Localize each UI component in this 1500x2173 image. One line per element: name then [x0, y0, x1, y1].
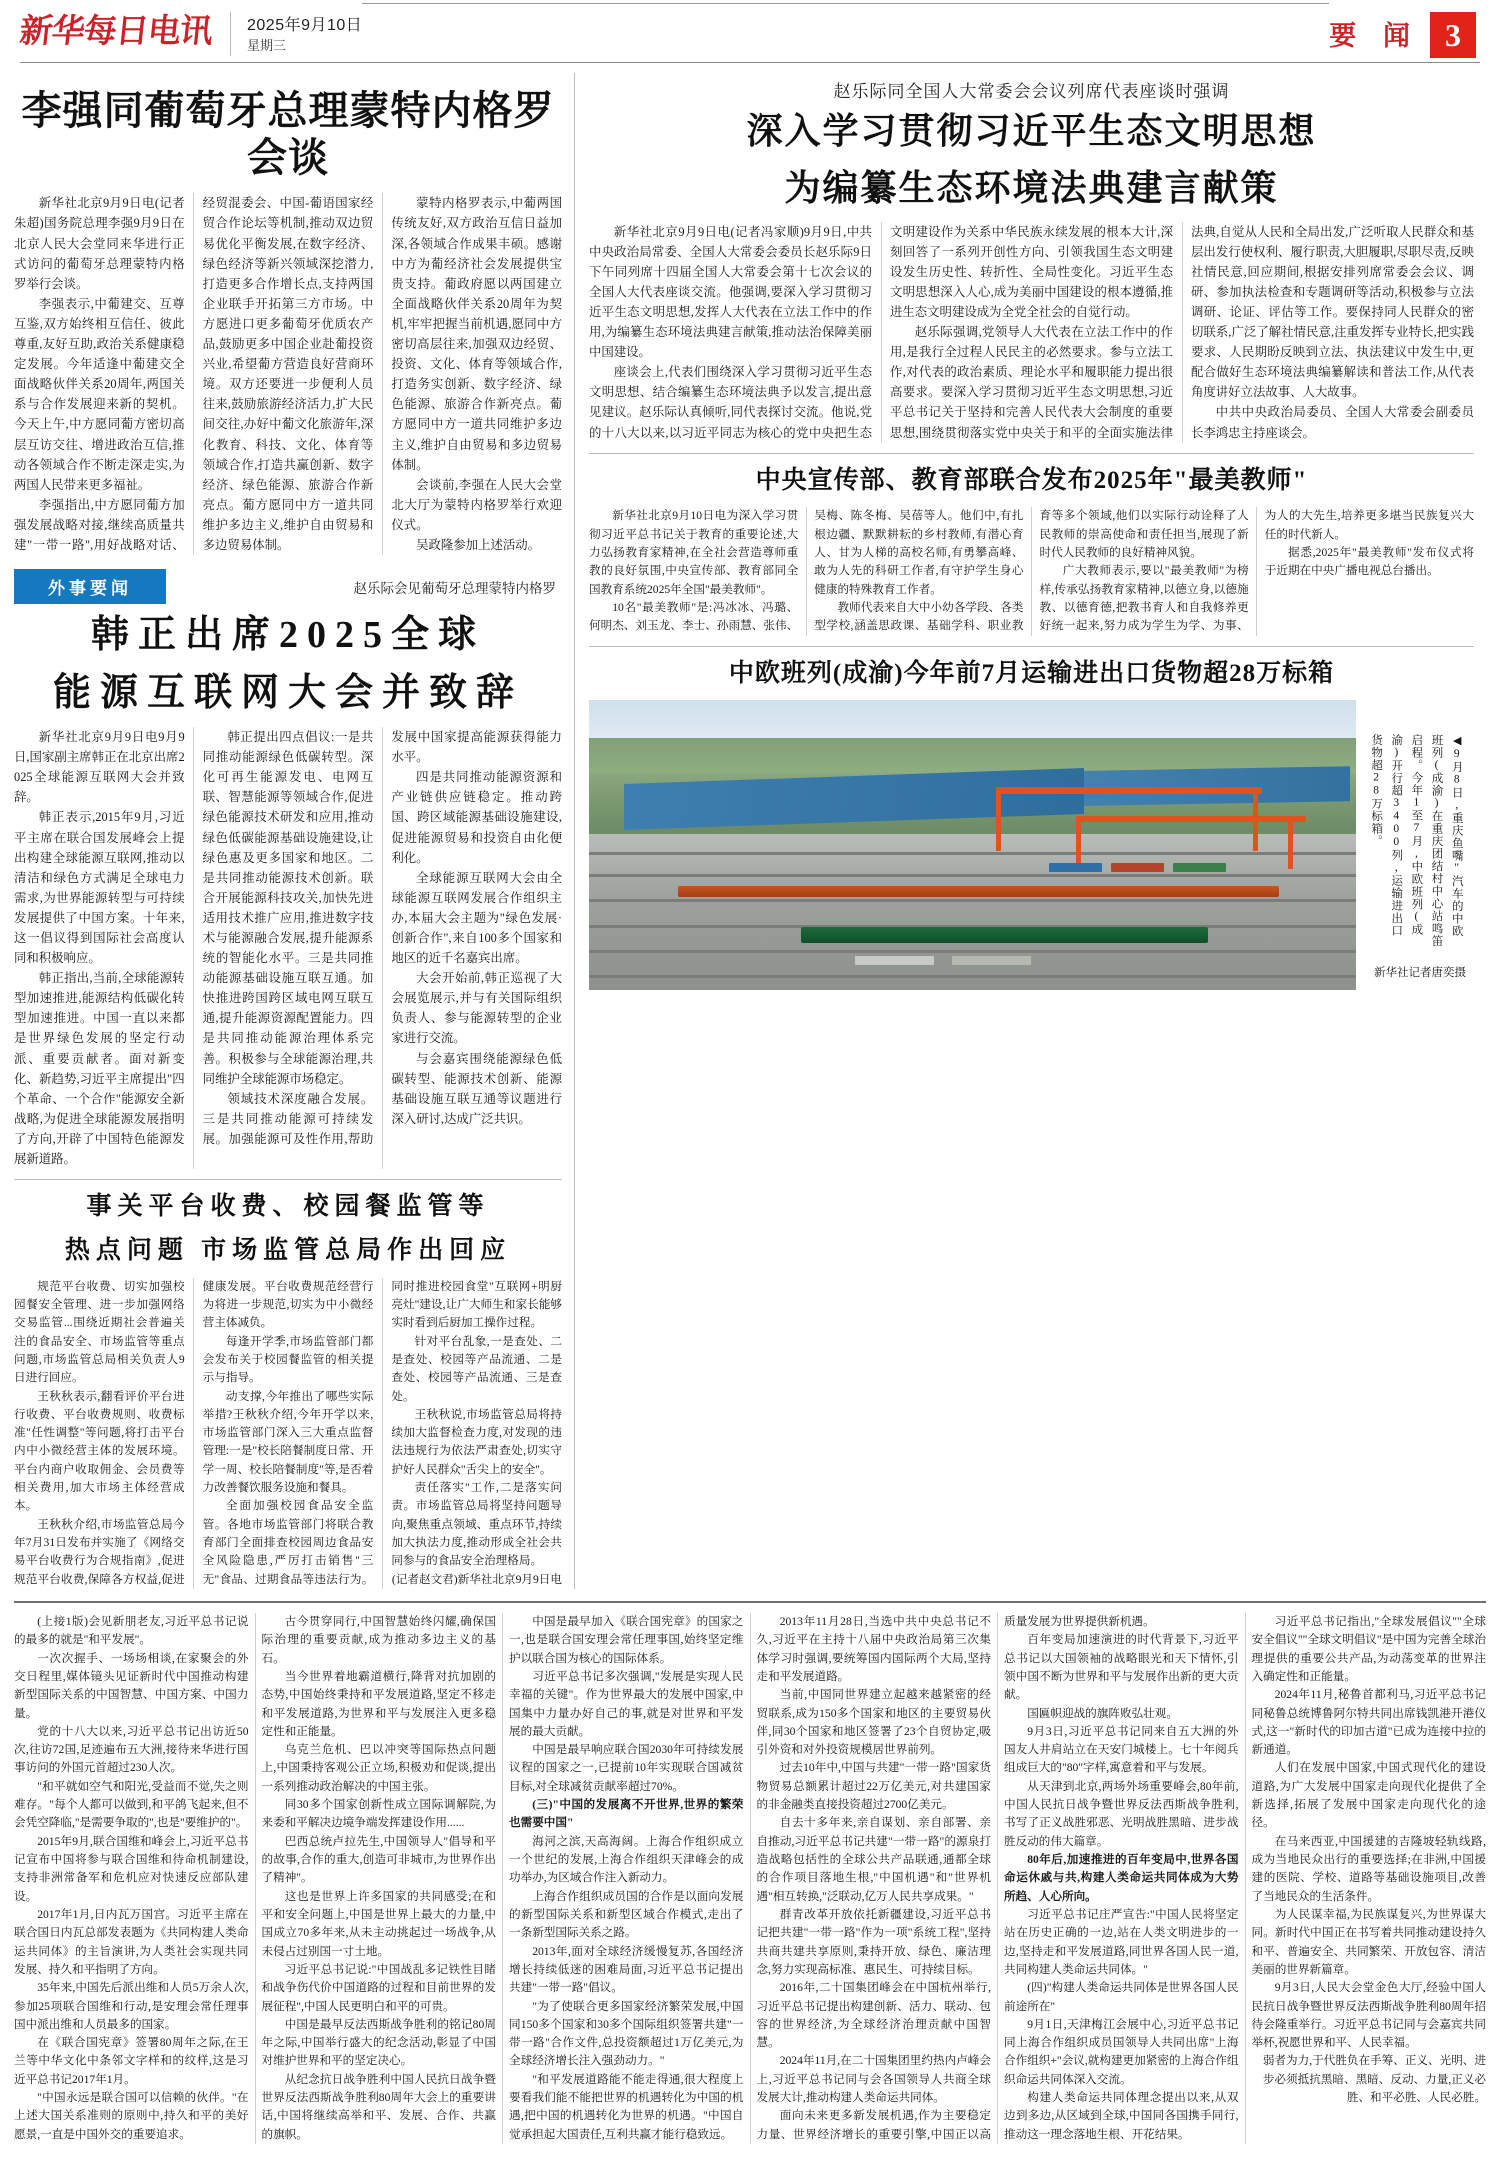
paragraph: 会谈前,李强在人民大会堂北大厅为蒙特内格罗举行欢迎仪式。 [391, 477, 562, 532]
photo-block [589, 700, 1474, 990]
article4-body [589, 507, 1474, 635]
photo-caption-box [1356, 700, 1474, 990]
paragraph: 当前,中国同世界建立起越来越紧密的经贸联系,成为150多个国家和地区的主要贸易伙伴,同30个国家和地区签署了23个自贸协定,吸引外资和对外投资规模居世界前列。 [756, 1688, 991, 1757]
photo-gantry-crane-beam [996, 787, 1262, 794]
photo-track [589, 950, 1474, 953]
paragraph: 为人民谋幸福,为民族谋复兴,为世界谋大同。新时代中国正在书写着共同推动建设持久和平、普遍安全、共同繁荣、开放包容、清洁美丽的世界新篇章。 [1251, 1907, 1486, 1976]
paragraph: 广大教师表示,要以"最美教师"为榜样,传承弘扬教育家精神,以德立身,以德施教、以德育德,把教书育人和自我修养更好统一起来,努力成为学生为学、为事、为人的大先生,培养更多堪当民族复兴大任的时代新人。 [1039, 509, 1474, 633]
paragraph: 规范平台收费、切实加强校园餐安全管理、进一步加强网络交易监管...围绕近期社会普遍关注的食品安全、市场监管等重点问题,市场监管总局相关负责人9日进行回应。 [14, 1279, 185, 1385]
masthead-section-area [1329, 12, 1480, 58]
section-banner-note-wrap [166, 577, 562, 597]
masthead-rule [362, 3, 1329, 4]
paragraph: 王秋秋介绍,市场监管总局今年7月31日发布并实施了《网络交易平台收费行为合规指南》,促进规范平台收费,保障各方权益,促进健康发展。平台收费规范经营行为将进一步规范,切实为中小微经营主体减负。 [14, 1279, 374, 1586]
paragraph: 自去十多年来,亲自谋划、亲自部署、亲自推动,习近平总书记共建"一带一路"的源泉打造战略包括性的全球公共产品联通,通都全球的合作项目落地生根,"中国机遇"和"世界机遇"相互转换,"泛联动,亿万人民共享成果。" [756, 1816, 991, 1903]
paragraph: 教师代表来自大中小幼各学段、各类型学校,涵盖思政课、基础学科、职业教育等多个领域,他们以实际行动诠释了人民教师的崇高使命和责任担当,展现了新时代人民教师的良好精神风貌。 [814, 509, 1249, 633]
divider [589, 453, 1474, 454]
paragraph: 人们在发展中国家,中国式现代化的建设道路,为广大发展中国家走向现代化提供了全新选择,拓展了发展中国家走向现代化的途径。 [1251, 1761, 1486, 1830]
article2-headline-line1: 深入学习贯彻习近平生态文明思想 [746, 111, 1317, 151]
article5-body [14, 1278, 562, 1589]
photo-container [1173, 863, 1226, 872]
paragraph: 全球能源互联网大会由全球能源互联网发展合作组织主办,本届大会主题为"绿色发展·创新合作",来自100多个国家和地区的近千名嘉宾出席。 [391, 870, 562, 966]
paragraph: "中国永远是联合国可以信赖的伙伴。"在上述大国关系准则的原则中,持久和平的美好愿景,一直是中国外交的重要追求。 [14, 2091, 249, 2141]
paragraph: 李强指出,中方愿同葡方加强发展战略对接,继续高质量共建"一带一路",用好战略对话、经贸混委会、中国-葡语国家经贸合作论坛等机制,推动双边贸易优化平衡发展,在数字经济、绿色经济等新兴领域深挖潜力,打造更多合作增长点,支持两国企业联手开拓第三方市场。中方愿进口更多葡萄牙优质农产品,鼓励更多中国企业赴葡投资兴业,希望葡方营造良好营商环境。双方还要进一步便利人员往来,鼓励旅游经济活力,扩大民间交往,办好中葡文化旅游年,深化教育、科技、文化、体育等领域合作,打造共赢创新、数字经济、绿色能源、旅游合作新亮点。葡方愿同中方一道共同维护多边主义,维护自由贸易和多边贸易体制。 [14, 196, 374, 552]
continued-subheading: (三)"中国的发展离不开世界,世界的繁荣也需要中国" [509, 1798, 744, 1830]
paragraph: 国匾帜迎战的旗阵败弘壮观。 [1027, 1706, 1178, 1720]
paragraph: 乌克兰危机、巴以冲突等国际热点问题上,中国秉持客观公正立场,积极劝和促谈,提出一系列推动政治解决的中国主张。 [261, 1743, 496, 1793]
photo-container [855, 956, 935, 965]
photo-track [589, 874, 1474, 877]
right-column [574, 73, 1474, 1589]
paragraph: 9月3日,人民大会堂金色大厅,经验中国人民抗日战争暨世界反法西斯战争胜利80周年招待会隆重举行。习近平总书记同与会嘉宾共同举杯,祝愿世界和平、人民幸福。 [1251, 1981, 1486, 2050]
paragraph: 韩正提出四点倡议:一是共同推动能源绿色低碳转型。深化可再生能源发电、电网互联、智慧能源等领域合作,促进绿色能源技术研发和应用,推动绿色低碳能源基础设施建设,让绿色惠及更多国家和地区。二是共同推动能源技术创新。联合开展能源科技攻关,加快先进适用技术推广应用,推进数字技术与能源融合发展,提升能源系统的智能化水平。三是共同推动能源基础设施互联互通。加快推进跨国跨区域电网互联互通,提升能源资源配置能力。四是共同推动能源治理体系完善。积极参与全球能源治理,共同维护全球能源市场稳定。 [202, 730, 374, 1086]
photo-gantry-crane-leg [996, 787, 1001, 851]
article3-body [14, 727, 562, 1169]
paragraph: 在马来西亚,中国援建的吉隆坡轻轨线路,成为当地民众出行的重要选择;在非洲,中国援建的医院、学校、道路等基础设施项目,改善了当地民众的生活条件。 [1251, 1834, 1486, 1903]
paragraph: "为了使联合更多国家经济繁荣发展,中国同150多个国家和30多个国际组织签署共建"一带一路"合作文件,总投资额超过1万亿美元,为全球经济增长注入强劲动力。" [509, 1999, 744, 2068]
paragraph: 中国是最早响应联合国2030年可持续发展议程的国家之一,已提前10年实现联合国减贫目标,对全球减贫贡献率超过70%。 [509, 1743, 744, 1793]
photo-track [589, 975, 1474, 978]
masthead-bottom-rule [20, 62, 1480, 63]
paragraph: 习近平总书记指出,"全球发展倡议""全球安全倡议""全球文明倡议"是中国为完善全球治理提供的重要公共产品,为动荡变革的世界注入确定性和正能量。 [1251, 1614, 1486, 1683]
paragraph: "和平发展道路能不能走得通,很大程度上要看我们能不能把世界的机遇转化为中国的机遇,把中国的机遇转化为世界的机遇。"中国自觉承担起大国责任,互利共赢才能行稳致远。 [509, 2072, 744, 2141]
divider [14, 1179, 562, 1180]
paragraph: 全面加强校园食品安全监管。各地市场监管部门将联合教育部门全面排查校园周边食品安全风险隐患,严厉打击销售"三无"食品、过期食品等违法行为。同时推进校园食堂"互联网+明厨亮灶"建设,让广大师生和家长能够实时看到后厨加工操作过程。 [202, 1279, 562, 1586]
photo-track [589, 852, 1474, 855]
paragraph: 新华社北京9月9日电9月9日,国家副主席韩正在北京出席2025全球能源互联网大会并致辞。 [14, 730, 185, 805]
photo-credit: 新华社记者唐奕摄 [1374, 967, 1466, 980]
masthead-divider [230, 12, 231, 56]
paragraph: 王秋秋表示,翻看评价平台进行收费、平台收费规则、收费标准"任性调整"等问题,将打击平台内中小微经营主体的发展环境。平台内商户收取佣金、会员费等相关费用,加大市场主体经营成本。 [14, 1389, 185, 1513]
paragraph: 当今世界着地霸道横行,降背对抗加剧的态势,中国始终秉持和平发展道路,坚定不移走和平发展道路,为世界和平与发展注入更多稳定性和正能量。 [261, 1669, 496, 1738]
paragraph: 新华社北京9月9日电(记者朱超)国务院总理李强9月9日在北京人民大会堂同来华进行正式访问的葡萄牙总理蒙特内格罗举行会谈。 [14, 196, 185, 291]
paragraph: 群青改革开放依托新疆建设,习近平总书记把共建"一带一路"作为一项"系统工程",坚持共商共建共享原则,秉持开放、绿色、廉洁理念,努力实现高标准、惠民生、可持续目标。 [756, 1907, 991, 1976]
masthead [14, 0, 1486, 62]
paragraph: 习近平总书记庄严宣告:"中国人民将坚定站在历史正确的一边,站在人类文明进步的一边,坚持走和平发展道路,同世界各国人民一道,共同构建人类命运共同体。" [1004, 1907, 1239, 1976]
paragraph: 中国是最早加入《联合国宪章》的国家之一,也是联合国安理会常任理事国,始终坚定维护以联合国为核心的国际体系。 [509, 1614, 744, 1665]
paragraph: 2017年1月,日内瓦万国宫。习近平主席在联合国日内瓦总部发表题为《共同构建人类命运共同体》的主旨演讲,为人类社会实现共同发展、持久和平指明了方向。 [14, 1907, 249, 1976]
caption-body: 9月8日,重庆鱼嘴"汽车的中欧班列(成渝)在重庆团结村中心站鸣笛启程。今年1至7月,中欧班列(成渝)开行超3400列,运输进出口货物超28万标箱。 [1370, 734, 1463, 948]
paragraph: 李强表示,中葡建交、互尊互鉴,双方始终相互信任、彼此尊重,友好互助,政治关系健康稳定发展。今年适逢中葡建交全面战略伙伴关系20周年,两国关系与合作发展迎来新的契机。今天上午,中方愿同葡方密切高层互访交往、增进政治互信,推动各领域合作不断走深走实,为两国人民带来更多福祉。 [14, 296, 185, 492]
photo-gantry-crane-beam [1076, 816, 1306, 822]
photo-freight-train [801, 927, 1208, 943]
paragraph: 大会开始前,韩正巡视了大会展览展示,并与有关国际组织负责人、参与能源转型的企业家进行交流。 [391, 971, 562, 1046]
paragraph: 中共中央政治局委员、全国人大常委会副委员长李鸿忠主持座谈会。 [1191, 405, 1474, 440]
paragraph: 蒙特内格罗表示,中葡两国传统友好,双方政治互信日益加深,各领域合作成果丰硕。感谢中方为葡经济社会发展提供宝贵支持。葡政府愿以两国建立全面战略伙伴关系20周年为契机,牢牢把握当前机遇,愿同中方密切高层往来,加强双边经贸、投资、文化、体育等领域合作,打造务实创新、数字经济、绿色能源、旅游合作新亮点。葡方愿同中方一道共同维护多边主义,维护自由贸易和多边贸易体制。 [391, 196, 562, 472]
photo-warehouse-roof-front [624, 768, 1084, 830]
page-number-badge: 3 [1430, 12, 1476, 58]
railway-yard-photo [589, 700, 1474, 990]
photo-caption-text [1366, 734, 1467, 949]
paragraph: 四是共同推动能源资源和产业链供应链稳定。推动跨国、跨区域能源基础设施建设,促进能源贸易和投资自由化便利化。 [391, 770, 562, 865]
continued-byline: 弱者为力,于代胜负在手筹、正义、光明、进步必须抵抗黑暗、黑暗、反动、力量,正义必胜、和平必胜、人民必胜。 [1262, 2054, 1486, 2105]
publication-date: 2025年9月10日 [247, 17, 363, 34]
article5-headline-line1: 事关平台收费、校园餐监管等 [86, 1193, 490, 1221]
bottom-divider [14, 1601, 1486, 1603]
paragraph: 新华社北京9月10日电为深入学习贯彻习近平总书记关于教育的重要论述,大力弘扬教育家精神,在全社会营造尊师重教的良好氛围,中央宣传部、教育部同全国教育系统2025年全国"最美教师"。 [589, 509, 799, 596]
paragraph: 2013年,面对全球经济缓慢复苏,各国经济增长持续低迷的困难局面,习近平总书记提出共建"一带一路"倡议。 [509, 1944, 744, 1995]
paragraph: 9月3日,习近平总书记同来自五大洲的外国友人井肩站立在天安门城楼上。七十年阅兵组成巨大的"80"字样,寓意着和平与发展。 [1004, 1724, 1239, 1775]
paragraph: 与会嘉宾围绕能源绿色低碳转型、能源技术创新、能源基础设施互联互通等议题进行深入研讨,达成广泛共识。 [391, 1051, 562, 1126]
paragraph: 构建人类命运共同体理念提出以来,从双边到多边,从区域到全球,中国同各国携手同行,推动这一理念落地生根、开花结果。 [1004, 2091, 1239, 2141]
top-section [14, 73, 1486, 1589]
photo-gantry-crane-leg [1288, 816, 1293, 868]
paragraph: 习近平总书记说:"中国战乱多记铁性目睹和战争伤代价中国道路的过程和目前世界的发展征程",中国人民更明白和平的可贵。 [261, 1962, 496, 2013]
paragraph: 吴政隆参加上述活动。 [416, 537, 541, 552]
paragraph: 巴西总统卢拉先生,中国领导人"倡导和平的故事,合作的重大,创造可非城市,为世界作出了精神"。 [261, 1834, 496, 1885]
paragraph: (上接1版)会见新朋老友,习近平总书记说的最多的就是"和平发展"。 [14, 1614, 249, 1647]
paragraph: "和平就如空气和阳光,受益而不觉,失之则难存。"每个人都可以做到,和平鸽飞起来,但不会凭空降临,"是需要争取的",也是"要维护的"。 [14, 1779, 249, 1830]
paragraph: 这也是世界上许多国家的共同感受;在和平和安全问题上,中国是世界上最大的力量,中国成立70多年来,从未主动挑起过一场战争,从未侵占过别国一寸土地。 [261, 1889, 496, 1958]
photo-container [1049, 863, 1102, 872]
photo-rail-yard-ground [589, 834, 1474, 991]
paragraph: 一次次握手、一场场相谈,在家聚会的外交日程里,媒体镜头见证新时代中国推动构建新型国际关系的中国智慧、中国方案、中国力量。 [14, 1651, 249, 1720]
paragraph: 百年变局加速演进的时代背景下,习近平总书记以大国领袖的战略眼光和天下情怀,引领中国不断为世界和平与发展作出新的更大贡献。 [1004, 1633, 1239, 1702]
article2-kicker: 赵乐际同全国人大常委会会议列席代表座谈时强调 [833, 82, 1230, 101]
photo-gantry-crane-leg [1076, 816, 1081, 868]
masthead-date [247, 12, 362, 56]
paragraph: 2013年11月28日,当选中共中央总书记不久,习近平在主持十八届中央政治局第三次集体学习时强调,要统筹国内国际两个大局,坚持走和平发展道路。 [756, 1614, 991, 1683]
paragraph: 新华社北京9月9日电(记者冯家顺)9月9日,中共中央政治局常委、全国人大常委会委员长赵乐际9日下午同列席十四届全国人大常委会第十七次会议的全国人大代表座谈交流。他强调,要深入学习贯彻习近平生态文明思想,发挥人大代表在立法工作中的作用,为编纂生态环境法典建言献策,推动法治保障美丽中国建设。 [589, 224, 872, 360]
paragraph: 党的十八大以来,习近平总书记出访近50次,往访72国,足迹遍布五大洲,接待来华进行国事访问的外国元首超过230人次。 [14, 1724, 249, 1775]
paragraph: 每逢开学季,市场监管部门都会发布关于校园餐监管的相关提示与指导。 [202, 1334, 374, 1385]
paragraph: 韩正指出,当前,全球能源转型加速推进,能源结构低碳化转型加速推进。中国一直以来都是世界绿色发展的坚定行动派、重要贡献者。面对新变化、新趋势,习近平主席提出"四个革命、一个合作"能源安全新战略,为促进全球能源发展指明了方向,开辟了中国特色能源发展新道路。 [14, 971, 185, 1167]
section-banner-foreign-affairs: 外事要闻 [14, 569, 166, 604]
photo-track [589, 899, 1474, 902]
paragraph: 座谈会上,代表们围绕深入学习贯彻习近平生态文明思想、结合编纂生态环境法典予以发言,提出意见建议。赵乐际认真倾听,同代表探讨交流。他说,党的十八大以来,以习近平同志为核心的党中央把生态文明建设作为关系中华民族永续发展的根本大计,深刻回答了一系列开创性方向、引领我国生态文明建设发生历史性、转折性、全局性变化。习近平生态文明思想深入人心,成为美丽中国建设的根本遵循,推进生态文明建设成为全党全社会的自觉行动。 [589, 224, 1173, 440]
divider [589, 646, 1474, 647]
publication-weekday: 星期三 [247, 38, 287, 54]
article4-headline: 中央宣传部、教育部联合发布2025年"最美教师" [755, 466, 1308, 494]
paragraph: 同30多个国家创新性成立国际调解院,为来委和平解决边境争端发挥建设作用...... [261, 1798, 496, 1830]
paragraph: 针对平台乱象,一是查处、二是查处、校园等产品流通、二是查处、校园等产品流通、三是查处。 [391, 1334, 562, 1403]
paragraph: 责任落实"工作,二是落实问责。市场监管总局将坚持问题导向,聚焦重点领域、重点环节,持续加大执法力度,推动形成全社会共同参与的食品安全治理格局。 [391, 1481, 562, 1568]
section-title: 要 闻 [1329, 20, 1420, 51]
article3-headline-line2: 能源互联网大会并致辞 [52, 671, 523, 714]
article5-byline: (记者赵文君)新华社北京9月9日电 [391, 1572, 562, 1586]
article3-headline-line1: 韩正出席2025全球 [90, 614, 485, 657]
paragraph: 习近平总书记多次强调,"发展是实现人民幸福的关键"。作为世界最大的发展中国家,中国集中力量办好自己的事,就是对世界和平发展的最大贡献。 [509, 1669, 744, 1738]
paragraph: 面向未来更多新发展机遇,作为主要稳定力量、世界经济增长的重要引擎,中国正以高质量发展为世界提供新机遇。 [756, 1614, 1155, 2141]
paragraph: 古今贯穿同行,中国智慧始终闪耀,确保国际治理的重要贡献,成为推动多边主义的基石。 [261, 1614, 496, 1665]
paragraph: 从纪念抗日战争胜利中国人民抗日战争暨世界反法西斯战争胜利80周年大会上的重要讲话,中国将继续高举和平、发展、合作、共赢的旗帜。 [261, 2072, 496, 2141]
paragraph: 据悉,2025年"最美教师"发布仪式将于近期在中央广播电视总台播出。 [1264, 546, 1474, 578]
photo-container-row [678, 886, 1280, 897]
caption-arrow-icon: ◀ [1450, 734, 1463, 749]
paragraph: 35年来,中国先后派出维和人员5万余人次,参加25项联合国维和行动,是安理会常任理事国中派出维和人员最多的国家。 [14, 1981, 249, 2031]
article2-body [589, 222, 1474, 443]
newspaper-logo: 新华每日电讯 [17, 14, 214, 50]
paragraph: 动支撑,今年推出了哪些实际举措?王秋秋介绍,今年开学以来,市场监管部门深入三大重点监督管理:一是"校长陪餐制度日常、开学一周、校长陪餐制度"等,是否着力改善餐饮服务设施和餐具。 [202, 1389, 374, 1495]
photo-container [1111, 863, 1164, 872]
article5-headline-line2: 热点问题 市场监管总局作出回应 [64, 1236, 512, 1264]
section-banner-row [14, 569, 562, 604]
paragraph: 过去10年中,中国与共建"一带一路"国家货物贸易总额累计超过22万亿美元,对共建国家的非金融类直接投资超过2700亿美元。 [756, 1761, 991, 1812]
paragraph: 海河之滨,天高海阔。上海合作组织成立一个世纪的发展,上海合作组织天津峰会的成功举办,为区域合作注入新动力。 [509, 1834, 744, 1885]
paragraph: 2024年11月,在二十国集团里约热内卢峰会上,习近平总书记同与会各国领导人共商全球发展大计,推动构建人类命运共同体。 [756, 2054, 991, 2105]
continued-article-body [14, 1613, 1486, 2144]
paragraph: 上海合作组织成员国的合作是以面向发展的新型国际关系和新型区域合作模式,走出了一条新型国际关系之路。 [509, 1889, 744, 1940]
paragraph: 王秋秋说,市场监管总局将持续加大监督检查力度,对发现的违法违规行为依法严肃查处,切实守护好人民群众"舌尖上的安全"。 [391, 1407, 562, 1476]
photo-article-headline: 中欧班列(成渝)今年前7月运输进出口货物超28万标箱 [728, 659, 1335, 687]
paragraph: 10名"最美教师"是:冯冰冰、冯璐、何明杰、刘玉龙、李士、孙雨慧、张伟、吴梅、陈冬梅、吴蓓等人。他们中,有扎根边疆、默默耕耘的乡村教师,有潜心育人、甘为人梯的高校名师,有勇攀高峰、敢为人先的科研工作者,有守护学生身心健康的特殊教育工作者。 [589, 509, 1024, 633]
paragraph: 2024年11月,秘鲁首都利马,习近平总书记同秘鲁总统博鲁阿尔特共同出席钱凯港开港仪式,这一"新时代的印加古道"已成为连接中拉的新通道。 [1251, 1688, 1486, 1757]
paragraph: 中国是最早反法西斯战争胜利的铭记80周年之际,中国举行盛大的纪念活动,彰显了中国对维护世界和平的坚定决心。 [261, 2017, 496, 2068]
article1-headline: 李强同葡萄牙总理蒙特内格罗会谈 [21, 88, 555, 181]
paragraph: 韩正表示,2015年9月,习近平主席在联合国发展峰会上提出构建全球能源互联网,推动以清洁和绿色方式满足全球电力需求,为世界能源转型与可持续发展提供了中国方案。十年来,这一倡议得到国际社会高度认同和积极响应。 [14, 810, 185, 966]
photo-container [952, 956, 1032, 965]
paragraph: (四)"构建人类命运共同体是世界各国人民前途所在" [1004, 1981, 1239, 2013]
paragraph: 2015年9月,联合国维和峰会上,习近平总书记宣布中国将参与联合国维和待命机制建设,支持非洲常备军和危机应对快速反应部队建设。 [14, 1834, 249, 1903]
section-banner-note: 赵乐际会见葡萄牙总理蒙特内格罗 [353, 580, 556, 596]
paragraph: 领域技术深度融合发展。三是共同推动能源可持续发展。加强能源可及性作用,帮助发展中国家提高能源获得能力水平。 [202, 730, 562, 1146]
left-column [14, 73, 574, 1589]
paragraph: 9月1日,天津梅江会展中心,习近平总书记同上海合作组织成员国领导人共同出席"上海合作组织+"会议,就构建更加紧密的上海合作组织命运共同体深入交流。 [1004, 2017, 1239, 2086]
paragraph: 赵乐际强调,党领导人大代表在立法工作中的作用,是我行全过程人民民主的必然要求。参与立法工作,对代表的政治素质、理论水平和履职能力提出很高要求。要深入学习贯彻习近平生态文明思想,习近平总书记关于坚持和完善人民代表大会制度的重要思想,围绕贯彻落实党中央关于和平的全面实施法律法典,自觉从人民和全局出发,广泛听取人民群众和基层出发行使权利、履行职责,大胆履职,尽职尽责,反映社情民意,回应期间,根据安排列席常委会会议、调研、参加执法检查和专题调研等活动,积极参与立法调研、论证、评估等工作。要保持同人民群众的密切联系,广泛了解社情民意,注重发挥专业特长,把实践要求、人民期盼反映到立法、执法建议中发生中,更配合做好生态环境法典编纂解读和普法工作,从代表角度讲好立法故事、人大故事。 [890, 224, 1474, 440]
paragraph: 从天津到北京,两场外场重要峰会,80年前,中国人民抗日战争暨世界反法西斯战争胜利,书写了正义战胜邪恶、光明战胜黑暗、进步战胜反动的伟大篇章。 [1004, 1779, 1239, 1848]
article1-body [14, 193, 562, 555]
paragraph: 2016年,二十国集团峰会在中国杭州举行,习近平总书记提出构建创新、活力、联动、包容的世界经济,为全球经济治理贡献中国智慧。 [756, 1981, 991, 2050]
article2-headline-line2: 为编纂生态环境法典建言献策 [784, 167, 1279, 208]
continued-subheading: 80年后,加速推进的百年变局中,世界各国命运休戚与共,构建人类命运共同体成为大势所趋、人心所向。 [1004, 1853, 1239, 1903]
paragraph: 在《联合国宪章》签署80周年之际,在王兰等中华文化中条邻文字样和的纹样,这是习近平总书记2017年1月。 [14, 2036, 249, 2086]
